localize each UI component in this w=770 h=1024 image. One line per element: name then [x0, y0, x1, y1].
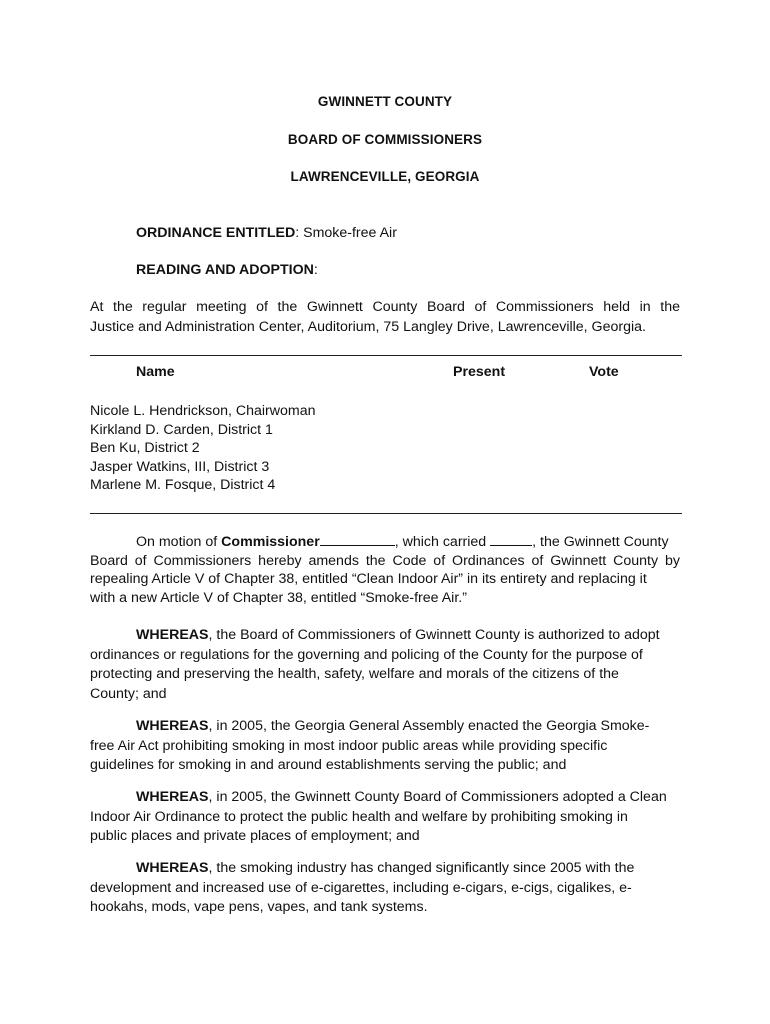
- whereas-4-line-3: hookahs, mods, vape pens, vapes, and tank systems.: [90, 899, 428, 916]
- whereas-1-line-2: ordinances or regulations for the governing and policing of the County for the purpose of: [90, 646, 643, 663]
- header-vote: Vote: [589, 364, 619, 380]
- meeting-line-1: At the regular meeting of the Gwinnett County Board of Commissioners held in the: [90, 299, 680, 315]
- whereas-paragraph-2: [90, 717, 680, 776]
- reading-label: READING AND ADOPTION: [136, 262, 314, 278]
- header-present: Present: [453, 364, 506, 380]
- whereas-label: WHEREAS: [136, 627, 209, 643]
- whereas-3-line-1: [90, 788, 680, 808]
- motion-mid: , which carried: [394, 534, 491, 550]
- whereas-text: , in 2005, the Gwinnett County Board of Commissioners adopted a Clean: [208, 789, 667, 805]
- whereas-2-line-2: free Air Act prohibiting smoking in most indoor public areas while providing specific: [90, 737, 608, 754]
- list-item: Kirkland D. Carden, District 1: [90, 421, 273, 438]
- list-item: Marlene M. Fosque, District 4: [90, 477, 276, 493]
- motion-end: , the Gwinnett County: [532, 534, 669, 550]
- whereas-paragraph-3: [90, 788, 680, 847]
- whereas-2-line-1: [90, 717, 680, 737]
- whereas-4-line-1: [90, 859, 680, 879]
- whereas-3-line-3: public places and private places of employment; and: [90, 828, 420, 845]
- whereas-1-line-4: County; and: [90, 685, 167, 702]
- motion-line-2: Board of Commissioners hereby amends the Code of Ordinances of Gwinnett County by: [90, 552, 680, 569]
- commissioner-blank: [320, 533, 395, 546]
- reading-suffix: :: [313, 262, 318, 278]
- motion-line-3: repealing Article V of Chapter 38, entitled “Clean Indoor Air” in its entirety and replacing it: [90, 571, 647, 588]
- whereas-1-line-3: protecting and preserving the health, safety, welfare and morals of the citizens of the: [90, 666, 619, 683]
- whereas-label: WHEREAS: [136, 718, 209, 734]
- whereas-label: WHEREAS: [136, 789, 209, 805]
- whereas-label: WHEREAS: [136, 860, 209, 876]
- ordinance-value: : Smoke-free Air: [295, 225, 397, 241]
- members-list: [90, 402, 316, 495]
- ordinance-entitled: [136, 224, 726, 243]
- header-name: Name: [136, 364, 175, 380]
- whereas-1-line-1: [90, 626, 680, 646]
- ordinance-label: ORDINANCE ENTITLED: [136, 225, 296, 241]
- meeting-paragraph: [90, 298, 680, 337]
- county-title: GWINNETT COUNTY: [317, 94, 453, 109]
- whereas-text: , the Board of Commissioners of Gwinnett County is authorized to adopt: [208, 627, 660, 643]
- motion-line-1: [90, 533, 680, 552]
- vote-blank: [490, 533, 532, 546]
- whereas-paragraph-4: [90, 859, 680, 918]
- motion-paragraph: [90, 533, 680, 607]
- meeting-line-2: Justice and Administration Center, Auditorium, 75 Langley Drive, Lawrenceville, Georgia.: [90, 318, 646, 335]
- whereas-3-line-2: Indoor Air Ordinance to protect the public health and welfare by prohibiting smoking in: [90, 808, 628, 825]
- list-item: Nicole L. Hendrickson, Chairwoman: [90, 403, 316, 419]
- board-title: BOARD OF COMMISSIONERS: [287, 132, 483, 147]
- table-bottom-rule: [90, 513, 682, 514]
- reading-adoption: [136, 261, 726, 280]
- whereas-4-line-2: development and increased use of e-cigarettes, including e-cigars, e-cigs, cigalikes, e-: [90, 879, 632, 896]
- whereas-text: , the smoking industry has changed significantly since 2005 with the: [208, 860, 635, 876]
- list-item: Ben Ku, District 2: [90, 440, 200, 456]
- city-title: LAWRENCEVILLE, GEORGIA: [290, 169, 480, 184]
- motion-line-4: with a new Article V of Chapter 38, entitled “Smoke-free Air.”: [90, 589, 467, 606]
- whereas-text: , in 2005, the Georgia General Assembly enacted the Georgia Smoke-: [208, 718, 650, 734]
- motion-pre: On motion of: [136, 534, 222, 550]
- motion-commissioner: Commissioner: [221, 534, 320, 550]
- whereas-2-line-3: guidelines for smoking in and around establishments serving the public; and: [90, 757, 567, 774]
- whereas-paragraph-1: [90, 626, 680, 704]
- list-item: Jasper Watkins, III, District 3: [90, 458, 270, 475]
- table-top-rule: [90, 355, 682, 356]
